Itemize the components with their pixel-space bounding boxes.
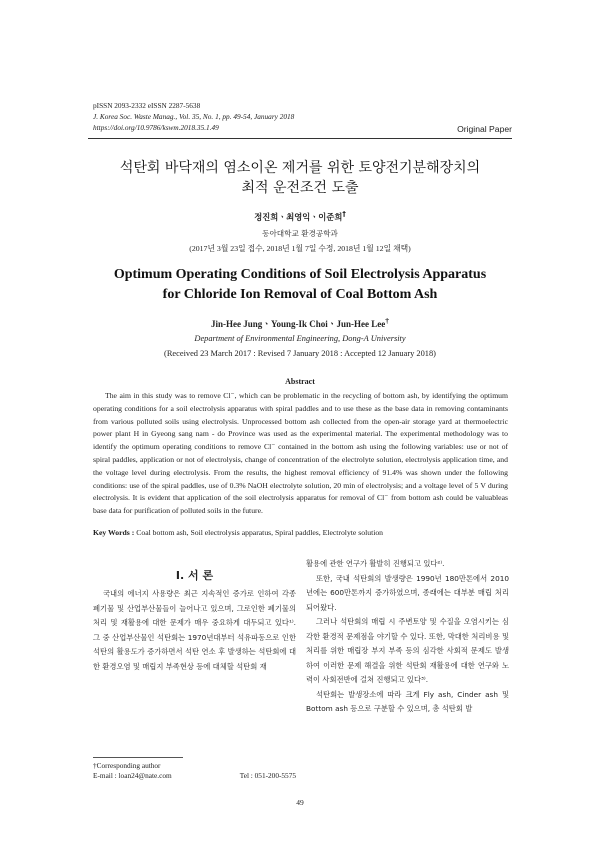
english-title-line1: Optimum Operating Conditions of Soil Electrolysis Apparatus — [113, 267, 487, 282]
english-title-line2: for Chloride Ion Removal of Coal Bottom Ash — [162, 287, 438, 302]
footnote — [93, 761, 296, 781]
page-number: 49 — [296, 798, 304, 807]
keywords-label: Key Words : — [93, 528, 135, 537]
english-authors: Jin-Hee JungㆍYoung-Ik ChoiㆍJun-Hee Lee† — [211, 316, 389, 329]
paragraph: 국내의 에너지 사용량은 최근 지속적인 증가로 인하여 각종 폐기물 및 산업부산물들이 늘어나고 있으며, 그로인한 폐기물의 처리 및 재활용에 대한 문제가 매우 중요하게 대두되고 있다¹⁾. 그 중 산업부산물인 석탄회는 1970년대부터 석유파동으로 인한 석탄의 활용도가 증가하면서 석탄 연소 후 발생하는 석탄회에 대한 환경오염 및 매립지 부족현상 등에 대체할 석탄회 재 — [93, 589, 296, 671]
korean-affiliation: 동아대학교 환경공학과 — [262, 229, 338, 238]
header-divider — [88, 138, 512, 139]
paragraph: 활용에 관한 연구가 활발히 진행되고 있다²⁾. — [306, 559, 445, 568]
author-tel: Tel : 051-200-5575 — [239, 771, 296, 780]
abstract-heading: Abstract — [285, 377, 315, 386]
paragraph: 그러나 석탄회의 매립 시 주변토양 및 수질을 오염시키는 심각한 환경적 문제점을 야기할 수 있다. 또한, 막대한 처리비용 및 처리를 위한 매립장 부지 부족 등의 심각한 사회적 문제도 발생하여 이러한 문제 해결을 위한 석탄회 재활용에 대한 연구와 노력이 사회전반에 걸쳐 진행되고 있다³⁾. — [306, 617, 509, 684]
left-column — [93, 587, 296, 674]
issn-line: pISSN 2093-2332 eISSN 2287-5638 — [93, 101, 201, 110]
paragraph: 석탄회는 발생장소에 따라 크게 Fly ash, Cinder ash 및 Bottom ash 등으로 구분할 수 있으며, 총 석탄회 발 — [306, 689, 509, 713]
author-email: E-mail : loan24@nate.com — [93, 771, 172, 780]
section-heading-introduction: I. 서 론 — [175, 569, 214, 582]
corresponding-author: †Corresponding author — [93, 761, 161, 770]
keywords-list: Coal bottom ash, Soil electrolysis apparatus, Spiral paddles, Electrolyte solution — [136, 528, 384, 537]
journal-citation: J. Korea Soc. Waste Manag., Vol. 35, No. 1, pp. 49-54, January 2018 — [93, 112, 295, 121]
korean-authors: 정진희ㆍ최영익ㆍ이준희† — [254, 210, 346, 222]
abstract-body — [93, 390, 508, 518]
english-affiliation: Department of Environmental Engineering, Dong-A University — [194, 334, 406, 343]
keywords — [93, 528, 508, 537]
english-dates: (Received 23 March 2017 : Revised 7 January 2018 : Accepted 12 January 2018) — [164, 349, 436, 358]
abstract-text: The aim in this study was to remove Cl⁻, which can be problematic in the recycling of bottom ash, by identifying the optimum operating conditions for a soil electrolysis apparatus with spiral paddles and to use these as the base data in removing contaminants from various polluted soils using electrolysis. Unprocessed bottom ash collected from the open-air storage yard at thermoelectric power plant H in Gyeong sang nam - do Province was used as the experimental material. The experimental methodology was to identify the optimum operating conditions to remove Cl⁻ contained in the bottom ash using the following variables: use or not of spiral paddles, application or not of electrolysis, change of concentration of the electrolyte solution, electrolysis application time, and the voltage level during electrolysis. From the results, the highest removal efficiency of 91.4% was shown under the following conditions: use of the spiral paddles, use of 0.3% NaOH electrolyte solution, 20 min of electrolysis; and a voltage level of 5 V during electrolysis. It is evident that application of the soil electrolysis apparatus for removal of Cl⁻ from bottom ash could be valuableas base data for purification of polluted soils in the future. — [93, 391, 508, 516]
korean-title-line2: 최적 운전조건 도출 — [241, 180, 359, 196]
footnote-divider — [93, 757, 183, 758]
paragraph: 또한, 국내 석탄회의 발생량은 1990년 180만톤에서 2010년에는 600만톤까지 증가하였으며, 종래에는 대부분 매립 처리되어왔다. — [306, 573, 509, 612]
right-column — [306, 557, 509, 717]
korean-dates: (2017년 3월 23일 접수, 2018년 1월 7일 수정, 2018년 1월 12일 채택) — [189, 244, 411, 253]
korean-title-line1: 석탄회 바닥재의 염소이온 제거를 위한 토양전기분해장치의 — [119, 160, 481, 176]
article-type: Original Paper — [457, 124, 512, 134]
doi-link[interactable]: https://doi.org/10.9786/kswm.2018.35.1.49 — [93, 123, 219, 132]
